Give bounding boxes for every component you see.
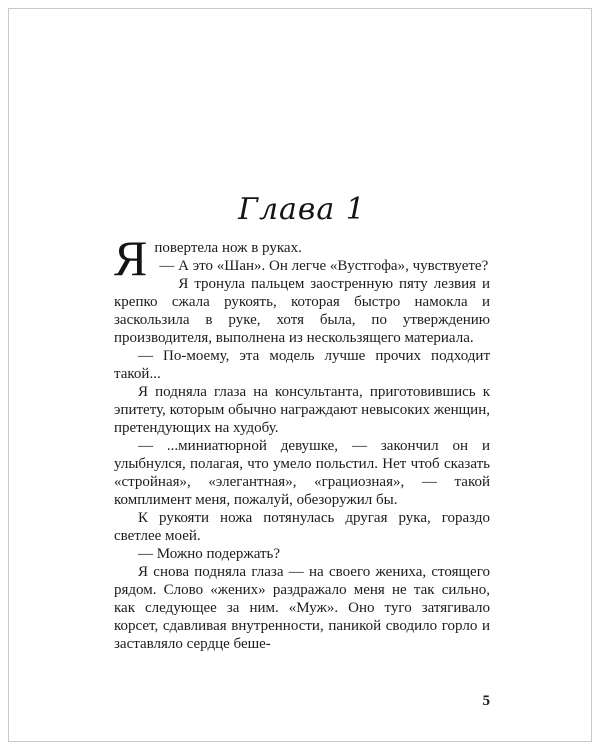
paragraph: — По-моему, эта модель лучше прочих подходит такой... bbox=[114, 348, 490, 382]
paragraph: — ...миниатюрной девушке, — закончил он и улыбнулся, полагая, что умело польстил. Нет чтоб сказать «стройная», «элегантная», «грациозная», — такой комплимент меня, пожалуй, обезоружил бы. bbox=[114, 438, 490, 508]
paragraph: Я подняла глаза на консультанта, приготовившись к эпитету, которым обычно награждают невысоких женщин, претендующих на худобу. bbox=[114, 384, 490, 436]
page-number: 5 bbox=[482, 693, 490, 709]
page-content bbox=[114, 0, 490, 653]
paragraph: Я снова подняла глаза — на своего жениха, стоящего рядом. Слово «жених» раздражало меня не так сильно, как следующее за ним. «Муж». Оно туго затягивало корсет, сдавливая внутренности, паникой сводило горло и заставляло сердце беше- bbox=[114, 564, 490, 652]
chapter-title: Глава 1 bbox=[238, 192, 366, 227]
paragraph: К рукояти ножа потянулась другая рука, гораздо светлее моей. bbox=[114, 510, 490, 544]
paragraph: — Можно подержать? bbox=[138, 546, 281, 562]
drop-cap: Я bbox=[114, 230, 148, 286]
body-text bbox=[114, 230, 490, 653]
paragraph: Я тронула пальцем заостренную пяту лезвия и крепко сжала рукоять, которая быстро намокла и заскользила в руке, хотя была, по утверждению производителя, выполнена из нескользящего материала. bbox=[114, 276, 490, 346]
paragraph: — А это «Шан». Он легче «Вустгофа», чувствуете? bbox=[159, 258, 489, 274]
paragraph-text: повертела нож в руках. bbox=[154, 240, 302, 256]
